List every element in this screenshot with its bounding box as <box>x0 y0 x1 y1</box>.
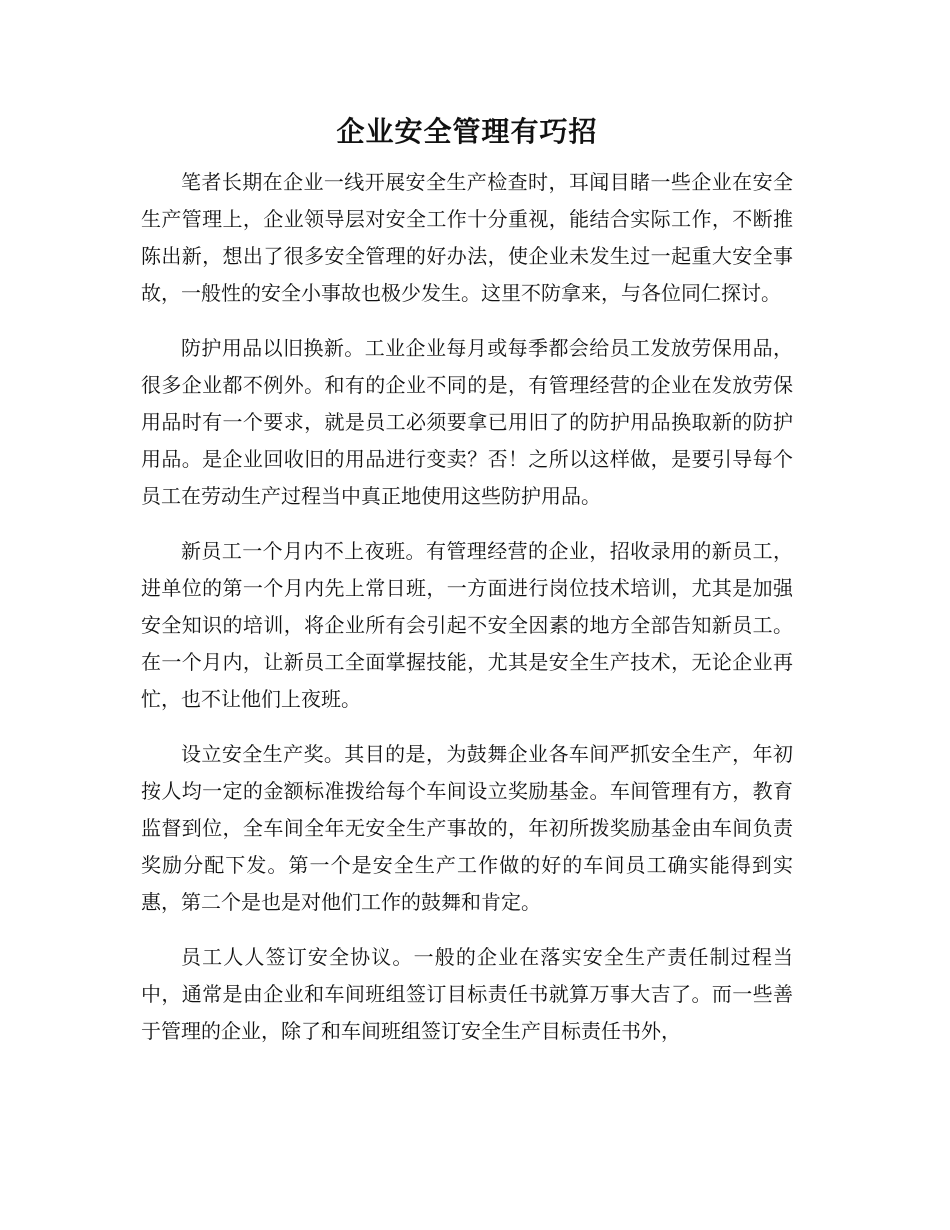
document-title: 企业安全管理有巧招 <box>336 115 598 148</box>
paragraph-intro: 笔者长期在企业一线开展安全生产检查时，耳闻目睹一些企业在安全生产管理上，企业领导层对安全工作十分重视，能结合实际工作，不断推陈出新，想出了很多安全管理的好办法，使企业未发生过一起重大安全事故，一般性的安全小事故也极少发生。这里不防拿来，与各位同仁探讨。 <box>141 170 793 305</box>
paragraph-new-employee: 新员工一个月内不上夜班。有管理经营的企业，招收录用的新员工，进单位的第一个月内先上常日班，一方面进行岗位技术培训，尤其是加强安全知识的培训，将企业所有会引起不安全因素的地方全部告知新员工。在一个月内，让新员工全面掌握技能，尤其是安全生产技术，无论企业再忙，也不让他们上夜班。 <box>141 539 793 711</box>
paragraph-safety-award: 设立安全生产奖。其目的是，为鼓舞企业各车间严抓安全生产，年初按人均一定的金额标准拨给每个车间设立奖励基金。车间管理有方，教育监督到位，全车间全年无安全生产事故的，年初所拨奖励基金由车间负责奖励分配下发。第一个是安全生产工作做的好的车间员工确实能得到实惠，第二个是也是对他们工作的鼓舞和肯定。 <box>141 742 793 914</box>
paragraph-protective-equipment: 防护用品以旧换新。工业企业每月或每季都会给员工发放劳保用品，很多企业都不例外。和有的企业不同的是，有管理经营的企业在发放劳保用品时有一个要求，就是员工必须要拿已用旧了的防护用品换取新的防护用品。是企业回收旧的用品进行变卖？否！之所以这样做，是要引导每个员工在劳动生产过程当中真正地使用这些防护用品。 <box>141 336 793 508</box>
document-page <box>141 108 793 1068</box>
paragraph-safety-agreement: 员工人人签订安全协议。一般的企业在落实安全生产责任制过程当中，通常是由企业和车间班组签订目标责任书就算万事大吉了。而一些善于管理的企业，除了和车间班组签订安全生产目标责任书外， <box>141 945 793 1043</box>
